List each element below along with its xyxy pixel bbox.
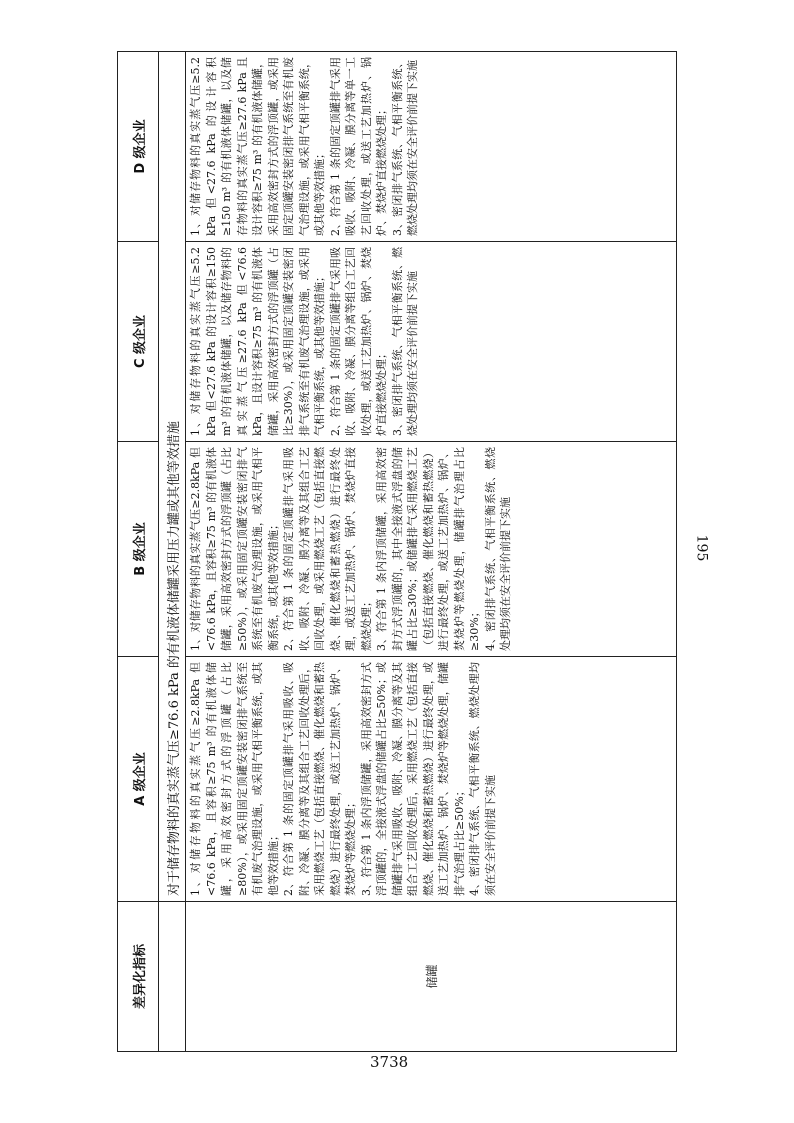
differentiation-table: [117, 51, 677, 1052]
grade-a-cell: [186, 657, 677, 902]
note-text: 对于储存物料的真实蒸气压≥76.6 kPa 的有机液体储罐采用压力罐或其他等效措施: [159, 52, 186, 902]
grade-a-item: 2、符合第 1 条的固定顶罐排气采用吸收、吸附、冷凝、膜分离等及其组合工艺回收处理后，采用燃烧工艺（包括直接燃烧、催化燃烧和蓄热燃烧）进行最终处理，或送工艺加热炉、锅炉、焚烧炉等燃烧处理；: [282, 662, 357, 896]
grade-d-cell: [186, 52, 677, 242]
grade-c-item: 2、符合第 1 条的固定顶罐排气采用吸收、吸附、冷凝、膜分离等组合工艺回收处理，或送工艺加热炉、锅炉、焚烧炉直接燃烧处理；: [328, 247, 388, 436]
grade-a-item: 1、对储存物料的真实蒸气压≥2.8kPa 但<76.6 kPa，且容积≥75 m³ 的有机液体储罐，采用高效密封方式的浮顶罐（占比≥80%），或采用固定顶罐安装密闭排气系统至有机废气治理设施，或采用气相平衡系统，或其他等效措施；: [189, 662, 280, 896]
side-page-number: 195: [693, 534, 710, 562]
note-spacer: [159, 902, 186, 1052]
note-row: [159, 52, 186, 1052]
header-grade-b: B 级企业: [118, 442, 159, 657]
grade-d-item: 3、密闭排气系统、气相平衡系统、燃烧处理均须在安全评价前提下实施: [390, 57, 419, 236]
grade-a-item: 4、密闭排气系统、气相平衡系统、燃烧处理均须在安全评价前提下实施: [468, 662, 497, 896]
grade-d-item: 2、符合第 1 条的固定顶罐排气采用吸收、吸附、冷凝、膜分离等单一工艺回收处理，或送工艺加热炉、锅炉、焚烧炉直接燃烧处理；: [328, 57, 388, 236]
row-label-storage-tank: 储罐: [186, 902, 677, 1052]
grade-c-cell: [186, 242, 677, 442]
header-grade-a: A 级企业: [118, 657, 159, 902]
grade-c-item: 3、密闭排气系统、气相平衡系统、燃烧处理均须在安全评价前提下实施: [390, 247, 419, 436]
header-indicator: 差异化指标: [118, 902, 159, 1052]
header-grade-d: D 级企业: [118, 52, 159, 242]
grade-b-item: 4、密闭排气系统、气相平衡系统、燃烧处理均须在安全评价前提下实施: [483, 447, 512, 651]
grade-b-cell: [186, 442, 677, 657]
grade-c-item: 1、对储存物料的真实蒸气压≥5.2 kPa 但<27.6 kPa 的设计容积≥150 m³ 的有机液体储罐，以及储存物料的真实蒸气压≥27.6 kPa 但<76.6 kPa，且设计容积≥75 m³ 的有机液体储罐，采用高效密封方式的浮顶罐（占比≥30%），或采用固定顶罐安装密闭排气系统至有机废气治理设施，或采用气相平衡系统，或其他等效措施；: [189, 247, 326, 436]
header-grade-c: C 级企业: [118, 242, 159, 442]
grade-d-item: 1、对储存物料的真实蒸气压≥5.2 kPa 但<27.6 kPa 的设计容积≥150 m³ 的有机液体储罐，以及储存物料的真实蒸气压≥27.6 kPa 且设计容积≥75 m³ 的有机液体储罐，采用高效密封方式的浮顶罐，或采用固定顶罐安装密闭排气系统至有机废气治理设施，或采用气相平衡系统，或其他等效措施；: [189, 57, 326, 236]
page-number: 3738: [370, 1053, 409, 1071]
rotated-table-sheet: [117, 52, 677, 1052]
header-row: [118, 52, 159, 1052]
grade-b-item: 2、符合第 1 条的固定顶罐排气采用吸收、吸附、冷凝、膜分离等及其组合工艺回收处理，或采用燃烧工艺（包括直接燃烧、催化燃烧和蓄热燃烧）进行最终处理，或送工艺加热炉、锅炉、焚烧炉直接燃烧处理；: [282, 447, 373, 651]
grade-a-item: 3、符合第 1 条内浮顶储罐，采用高效密封方式浮顶罐的，全接液式浮盘的储罐占比≥50%；或储罐排气采用吸收、吸附、冷凝、膜分离等及其组合工艺回收处理后，采用燃烧工艺（包括直接燃烧、催化燃烧和蓄热燃烧）进行最终处理，或送工艺加热炉、锅炉、焚烧炉等燃烧处理，储罐排气治理占比≥50%；: [359, 662, 466, 896]
grade-b-item: 3、符合第 1 条内浮顶储罐，采用高效密封方式浮顶罐的，其中全接液式浮盘的储罐占比≥30%；或储罐排气采用燃烧工艺（包括直接燃烧、催化燃烧和蓄热燃烧）进行最终处理，或送工艺加热炉、锅炉、焚烧炉等燃烧处理，储罐排气治理占比≥30%；: [375, 447, 481, 651]
grade-b-item: 1、对储存物料的真实蒸气压≥2.8kPa 但<76.6 kPa，且容积≥75 m³ 的有机液体储罐，采用高效密封方式的浮顶罐（占比≥50%），或采用固定顶罐安装密闭排气系统至有机废气治理设施，或采用气相平衡系统，或其他等效措施；: [189, 447, 280, 651]
storage-tank-row: [186, 52, 677, 1052]
